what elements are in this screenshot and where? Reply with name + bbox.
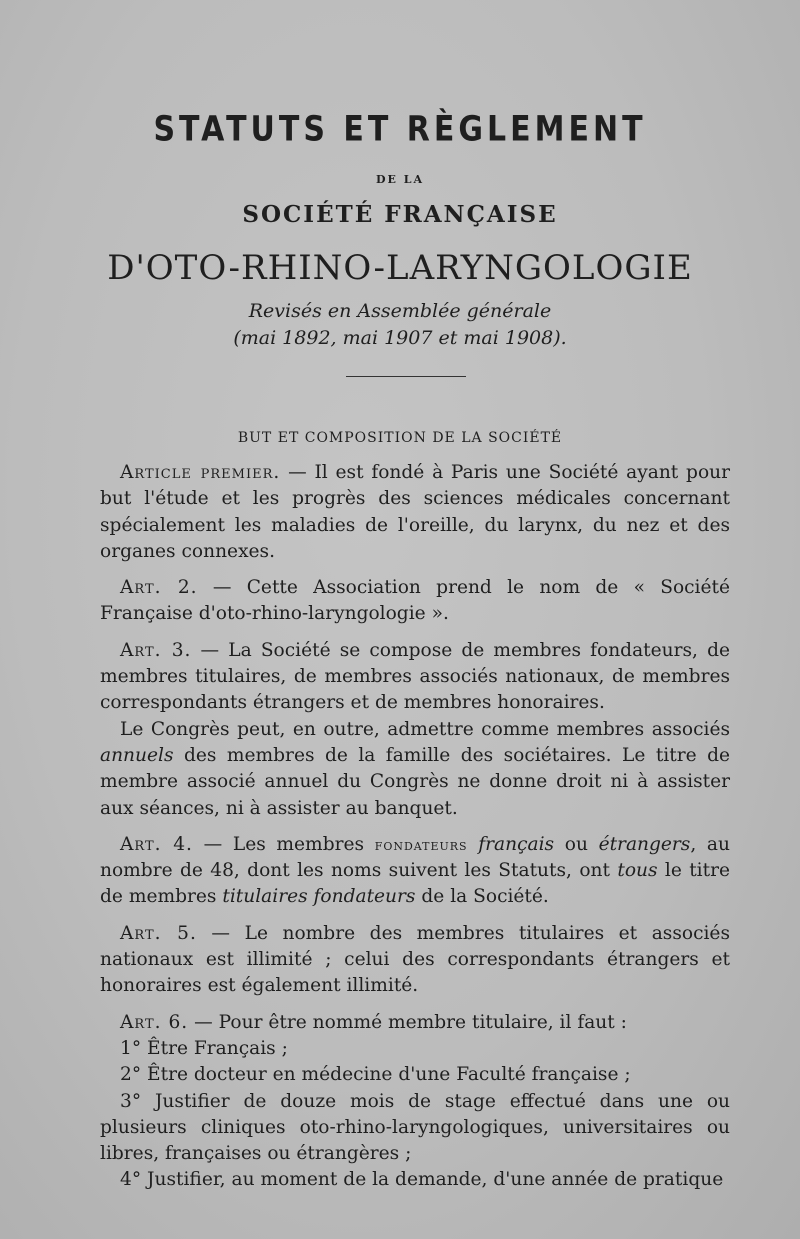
article-3b-post: des membres de la famille des sociétaires. Le titre de membre associé annuel du Congrès ne donne droit ni à assister aux séances, ni à assister au banquet. — [100, 744, 730, 819]
article-5-text: — Le nombre des membres titulaires et associés nationaux est illimité ; celui des correspondants étrangers et honoraires est également illimité. — [100, 922, 730, 997]
article-1 — [100, 460, 730, 565]
article-3-continued — [100, 717, 730, 822]
document-subtitle-de-la: DE LA — [375, 173, 425, 186]
article-2-label: Art. 2. — [120, 577, 198, 599]
article-6-item-3: 3° Justifier de douze mois de stage effectué dans une ou plusieurs cliniques oto-rhino-laryngologiques, universitaires ou libres, françaises ou étrangères ; — [100, 1090, 730, 1165]
article-3b-italic: annuels — [100, 744, 174, 766]
article-4-tous: tous — [617, 860, 658, 882]
article-4-e: le titre de membres — [100, 860, 730, 908]
article-6-item-1: 1° Être Français ; — [120, 1037, 288, 1059]
article-4-a: — Les membres — [192, 833, 375, 855]
articles-body — [100, 460, 730, 1194]
article-3-text: — La Société se compose de membres fondateurs, de membres titulaires, de membres associés nationaux, de membres correspondants étrangers et de membres honoraires. — [100, 639, 730, 714]
article-2 — [100, 575, 730, 628]
article-4-f: de la Société. — [415, 886, 549, 908]
discipline-name: D'OTO-RHINO-LARYNGOLOGIE — [107, 248, 693, 288]
article-4-c: ou — [554, 833, 599, 855]
article-4-d: , au nombre de 48, dont les noms suivent les Statuts, ont — [100, 833, 730, 882]
article-6-text: — Pour être nommé membre titulaire, il faut : — [188, 1011, 627, 1033]
article-6-item-4: 4° Justifier, au moment de la demande, d'une année de pratique — [120, 1169, 724, 1191]
article-4 — [100, 832, 730, 911]
article-4-francais: français — [478, 833, 555, 855]
document-title: STATUTS ET RÈGLEMENT — [153, 109, 647, 150]
article-6-label: Art. 6. — [120, 1011, 189, 1033]
article-6 — [100, 1010, 730, 1036]
article-5-label: Art. 5. — [120, 922, 197, 944]
article-1-text: — Il est fondé à Paris une Société ayant pour but l'étude et les progrès des sciences médicales concernant spécialement les maladies de l'oreille, du larynx, du nez et des organes connexes. — [100, 462, 731, 562]
revision-line-2: (mai 1892, mai 1907 et mai 1908). — [233, 327, 567, 349]
article-4-label: Art. 4. — [120, 833, 193, 855]
section-heading: BUT ET COMPOSITION DE LA SOCIÉTÉ — [237, 430, 563, 446]
article-5 — [100, 921, 730, 1000]
article-4-b — [468, 834, 479, 855]
article-6-item-2: 2° Être docteur en médecine d'une Faculté française ; — [120, 1064, 631, 1086]
article-4-fondateurs: fondateurs — [374, 835, 468, 854]
divider-rule — [346, 376, 466, 377]
society-name: SOCIÉTÉ FRANÇAISE — [242, 201, 558, 228]
revision-line-1: Revisés en Assemblée générale — [248, 300, 552, 322]
article-4-titulaires: titulaires fondateurs — [222, 886, 416, 908]
article-3 — [100, 638, 730, 717]
article-3-label: Art. 3. — [120, 639, 192, 661]
article-2-text: — Cette Association prend le nom de « Société Française d'oto-rhino-laryngologie ». — [100, 577, 730, 625]
article-1-label: Article premier. — [120, 462, 281, 483]
article-4-etrangers: étrangers — [598, 833, 691, 855]
article-3b-pre: Le Congrès peut, en outre, admettre comme membres associés — [120, 718, 730, 740]
